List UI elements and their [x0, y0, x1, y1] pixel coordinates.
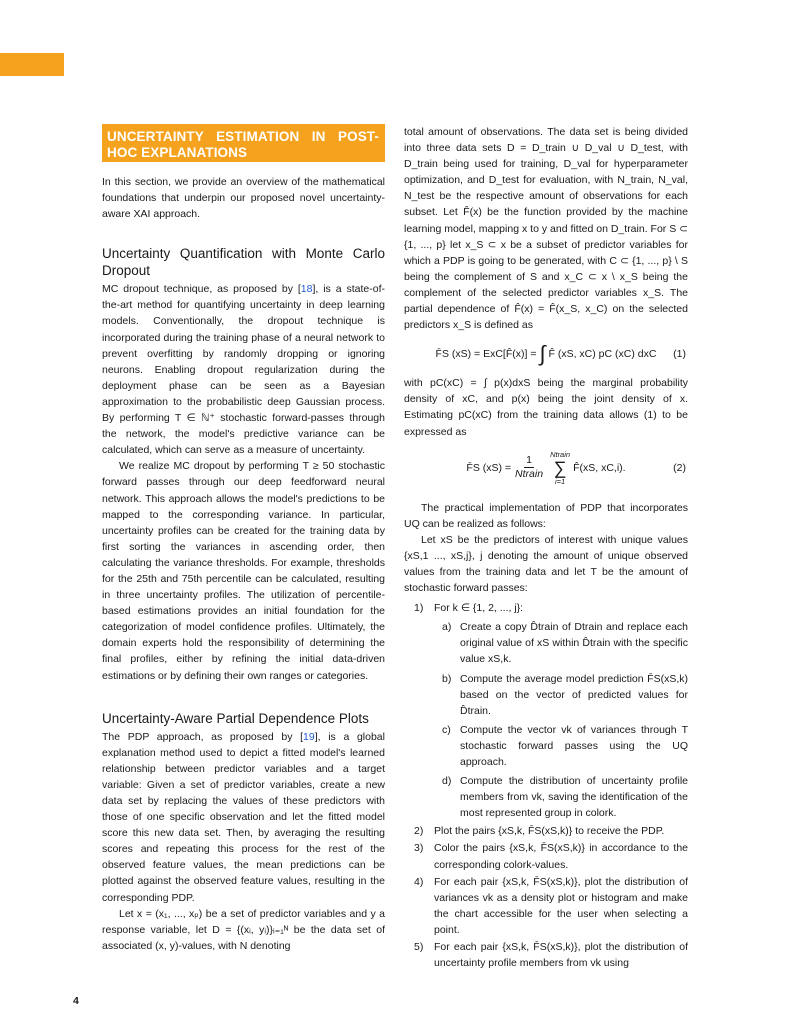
sub-list-item: d) Compute the distribution of uncertainty profile members from vk, saving the identification of the most represented group in colork.	[442, 775, 688, 820]
summation-upper-limit: Ntrain	[550, 449, 571, 459]
left-column	[102, 124, 385, 954]
data-split-paragraph: total amount of observations. The data set is being divided into three data sets D = D_train ∪ D_val ∪ D_test, with D_train being used for training, D_val for hyperparameter optimization, and D_test for evaluation, with N_train, N_val, N_test be the respective amount of observations for each subset. Let F̂(x) be the function provided by the machine learning model, mapping x to y and fitted on D_train. For S ⊂ {1, ..., p} let x_S ⊂ x be a subset of predictor variables for which a PDP is going to be generated, with C ⊂ {1, ..., p} \ S being the complement of S and x_C ⊂ x \ x_S being the complement of the selected predictor variables x_S. The partial dependence of F̂(x) = F̂(x_S, x_C) on the selected predictors x_S is defined as	[404, 126, 688, 332]
subsection-title-pdp: Uncertainty-Aware Partial Dependence Plots	[102, 710, 369, 726]
citation-link-18[interactable]: 18	[300, 283, 313, 296]
integral-symbol: ∫	[539, 341, 546, 367]
equation-2-lhs: F̄S (xS) =	[466, 461, 512, 474]
sigma-symbol: ∑	[553, 457, 567, 478]
implementation-intro-paragraph: The practical implementation of PDP that incorporates UQ can be realized as follows:	[404, 501, 688, 530]
equation-1	[404, 337, 688, 371]
section-title: UNCERTAINTY ESTIMATION IN POST-HOC EXPLANATIONS	[102, 124, 385, 162]
subsection-title-mc-dropout: Uncertainty Quantification with Monte Carlo Dropout	[102, 246, 385, 279]
citation-link-19[interactable]: 19	[303, 730, 315, 743]
list-item: 5) For each pair {xS,k, F̄S(xS,k)}, plot the distribution of uncertainty profile members from vk using	[414, 941, 688, 970]
marginal-density-paragraph: with pC(xC) = ∫ p(x)dxS being the marginal probability density of xC, and p(x) being the joint density of x. Estimating pC(xC) from the training data allows (1) to be expressed as	[404, 377, 688, 438]
page-number: 4	[73, 995, 79, 1007]
summation-lower-limit: i=1	[554, 476, 566, 486]
equation-1-number: (1)	[673, 348, 686, 361]
list-item: 1) For k ∈ {1, 2, ..., j}:	[414, 602, 524, 615]
corner-accent-tab	[0, 53, 64, 76]
equation-1-rhs: F̂ (xS, xC) pC (xC) dxC	[548, 348, 657, 361]
fraction-numerator: 1	[526, 454, 532, 467]
list-item: 3) Color the pairs {xS,k, F̄S(xS,k)} in accordance to the corresponding colork-values.	[414, 842, 688, 871]
list-item: 4) For each pair {xS,k, F̄S(xS,k)}, plot the distribution of variances vk as a density plot or histogram and make the chart accessible for the user when selecting a point.	[414, 875, 688, 936]
mc-dropout-paragraph-2: We realize MC dropout by performing T ≥ 50 stochastic forward passes through our deep feedforward neural network. This approach allows the model's predictions to be mapped to the corresponding variance. In particular, uncertainty profiles can be created for the training data by first sorting the variances in ascending order, then calculating the variance thresholds. For example, thresholds for the 25th and 75th percentile can be calculated, resulting in three uncertainty profiles. The utilization of percentile-based estimations provides an initial foundation for the categorization of model confidence profiles. Ultimately, the domain experts hold the responsibility of determining the final profiles, either by refining the initial data-driven estimations or by defining their own ranges or categories.	[102, 460, 385, 682]
mc-dropout-paragraph-1: MC dropout technique, as proposed by [18], is a state-of-the-art method for quantifying uncertainty in deep learning models. Conventionally, the dropout technique is incorporated during the training phase of a neural network to prevent overfitting by randomly dropping or ignoring neurons. Enabling dropout regularization during the deployment phase can be seen as a Bayesian approximation to the probabilistic deep Gaussian process. By performing T ∈ ℕ⁺ stochastic forward-passes through the network, the model's predictive variance can be calculated, which can serve as a measure of uncertainty.	[102, 283, 385, 457]
pdp-paragraph-1: The PDP approach, as proposed by [19], is a global explanation method used to depict a fitted model's learned relationship between predictor variables and a target variable: Given a set of predictor variables, create a new data set by replacing the values of these predictors with those of one specific observation and let the fitted model score this new data set. Then, by averaging the resulting scores and repeating this process for the rest of the observed feature values, the mean predictions can be plotted against the observed feature values, resulting in the corresponding PDP.	[102, 730, 385, 904]
equation-2-number: (2)	[673, 461, 686, 474]
pdp-paragraph-2: Let x = (x₁, ..., xₚ) be a set of predictor variables and y a response variable, let D = {(xᵢ, yᵢ)}ᵢ₌₁ᴺ be the data set of associated (x, y)-values, with N denoting	[102, 907, 385, 952]
list-item: 2) Plot the pairs {xS,k, F̄S(xS,k)} to receive the PDP.	[414, 825, 665, 838]
intro-paragraph: In this section, we provide an overview of the mathematical foundations that underpin our proposed novel uncertainty-aware XAI approach.	[102, 176, 385, 221]
equation-2	[404, 443, 688, 493]
predictors-paragraph: Let xS be the predictors of interest with unique values {xS,1 ..., xS,j}, j denoting the amount of unique observed values from the training data and let T be the amount of stochastic forward passes:	[404, 533, 688, 595]
equation-1-lhs: F̄S (xS) = ExC[F̂(x)] =	[435, 348, 537, 361]
sub-list-item: c) Compute the vector vk of variances through T stochastic forward passes using the UQ approach.	[442, 723, 688, 768]
procedure-list	[404, 600, 688, 971]
equation-2-fraction	[515, 454, 543, 481]
summation	[550, 450, 570, 486]
fraction-denominator: Ntrain	[515, 468, 544, 481]
equation-2-rhs: F̂(xS, xC,i).	[573, 461, 626, 474]
right-column	[404, 124, 688, 972]
sub-list-item: b) Compute the average model prediction F̄S(xS,k) based on the vector of predicted values for D̂train.	[442, 672, 688, 717]
sub-list-item: a) Create a copy D̂train of Dtrain and replace each original value of xS within D̂train with the specific value xS,k.	[442, 621, 688, 666]
